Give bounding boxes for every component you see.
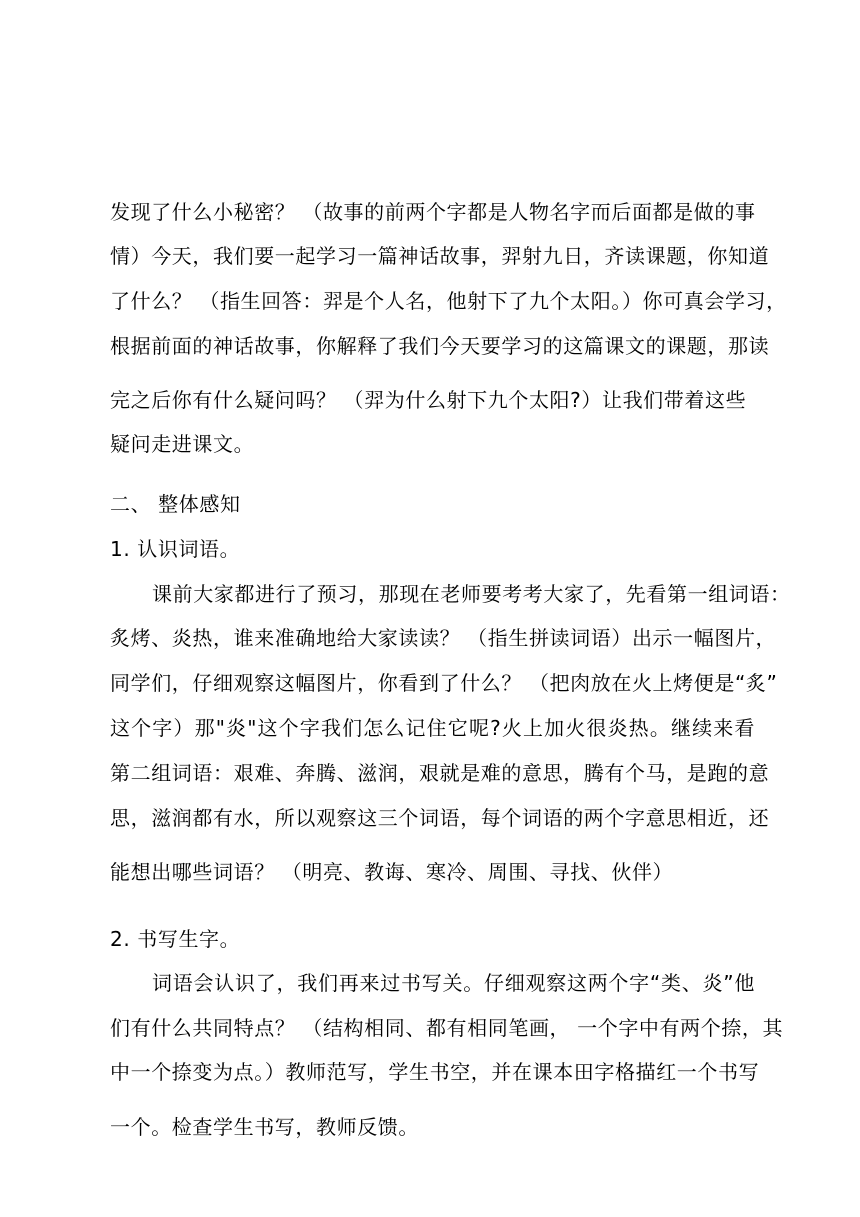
text-line: 课前大家都进行了预习，那现在老师要考考大家了，先看第一组词语： bbox=[152, 582, 791, 606]
text-line: 中一个捺变为点。）教师范写，学生书空，并在课本田字格描红一个书写 bbox=[110, 1060, 760, 1084]
text-line: 思，滋润都有水，所以观察这三个词语，每个词语的两个字意思相近，还 bbox=[110, 806, 770, 830]
text-line: 词语会认识了，我们再来过书写关。仔细观察这两个字“类、炎”他 bbox=[152, 971, 755, 995]
text-line: 这个字）那"炎"这个字我们怎么记住它呢?火上加火很炎热。继续来看 bbox=[110, 716, 755, 740]
text-line: 一个。检查学生书写，教师反馈。 bbox=[110, 1115, 419, 1139]
text-line: 了什么？ （指生回答：羿是个人名，他射下了九个太阳。）你可真会学习， bbox=[110, 289, 787, 313]
item-heading: 1. 认识词语。 bbox=[110, 537, 241, 561]
section-heading: 二、 整体感知 bbox=[110, 492, 241, 516]
text-line: 第二组词语：艰难、奔腾、滋润，艰就是难的意思，腾有个马，是跑的意 bbox=[110, 761, 770, 785]
text-line: 疑问走进课文。 bbox=[110, 432, 255, 456]
text-line: 们有什么共同特点？ （结构相同、都有相同笔画， 一个字中有两个捺，其 bbox=[110, 1016, 784, 1040]
item-heading: 2. 书写生字。 bbox=[110, 927, 241, 951]
text-line: 炙烤、炎热，谁来准确地给大家读读？ （指生拼读词语）出示一幅图片， bbox=[110, 626, 777, 650]
text-line: 发现了什么小秘密？ （故事的前两个字都是人物名字而后面都是做的事 bbox=[110, 200, 756, 224]
text-line: 情）今天，我们要一起学习一篇神话故事，羿射九日，齐读课题，你知道 bbox=[110, 244, 770, 268]
text-line: 能想出哪些词语？ （明亮、教诲、寒冷、周围、寻找、伙伴） bbox=[110, 860, 674, 884]
text-line: 完之后你有什么疑问吗？ （羿为什么射下九个太阳?）让我们带着这些 bbox=[110, 388, 747, 412]
text-line: 根据前面的神话故事，你解释了我们今天要学习的这篇课文的课题，那读 bbox=[110, 334, 770, 358]
text-line: 同学们，仔细观察这幅图片，你看到了什么？ （把肉放在火上烤便是“炙” bbox=[110, 671, 778, 695]
